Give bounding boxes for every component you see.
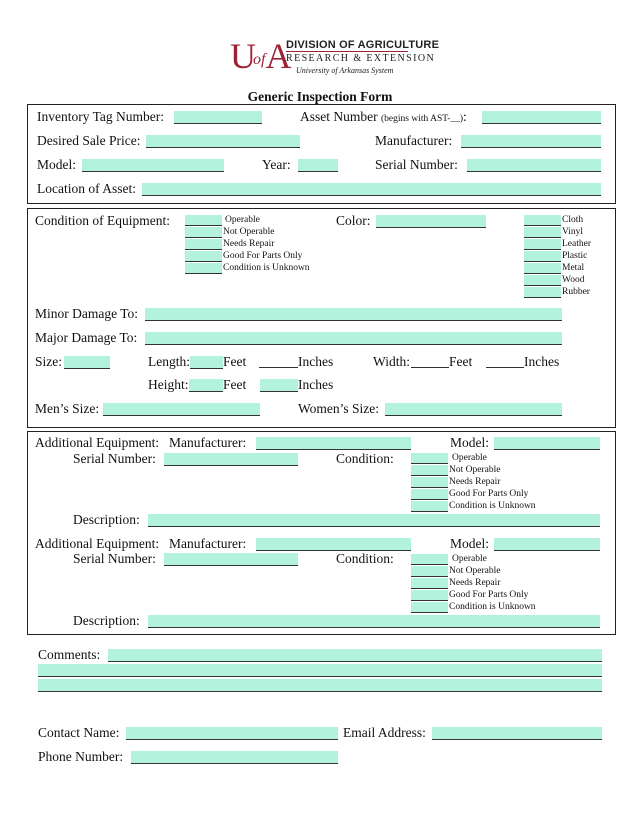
major-damage-field[interactable] (145, 332, 562, 345)
size-field[interactable] (64, 356, 110, 369)
width-feet-unit: Feet (449, 354, 473, 369)
material-checkbox-leather[interactable] (524, 239, 561, 250)
additional-1-checkbox-not-operable[interactable] (411, 465, 448, 476)
width-inches-unit: Inches (524, 354, 560, 369)
logo-system-text: University of Arkansas System (296, 66, 394, 75)
material-option-leather: Leather (562, 239, 592, 249)
color-field[interactable] (376, 215, 486, 228)
asset-number-label-text: Asset Number (300, 109, 378, 124)
mens-size-field[interactable] (103, 403, 260, 416)
additional-1-description-field[interactable] (148, 514, 600, 527)
additional-1-manufacturer-label: Manufacturer: (169, 435, 247, 450)
asset-number-field[interactable] (482, 111, 601, 124)
additional-2-checkbox-unknown[interactable] (411, 602, 448, 613)
comments-field-line-2[interactable] (38, 664, 602, 677)
mens-size-label: Men’s Size: (35, 401, 100, 416)
email-address-label: Email Address: (343, 725, 426, 740)
height-inches-field[interactable] (260, 379, 298, 392)
womens-size-label: Women’s Size: (298, 401, 380, 416)
condition-checkbox-parts-only[interactable] (185, 251, 222, 262)
additional-2-description-label: Description: (73, 613, 140, 628)
additional-1-serial-label: Serial Number: (73, 451, 156, 466)
year-label: Year: (262, 157, 291, 172)
material-option-metal: Metal (562, 263, 585, 273)
comments-label: Comments: (38, 647, 101, 662)
desired-sale-price-field[interactable] (146, 135, 300, 148)
additional-2-manufacturer-label: Manufacturer: (169, 536, 247, 551)
contact-name-field[interactable] (126, 727, 338, 740)
serial-number-label: Serial Number: (375, 157, 458, 172)
form-title: Generic Inspection Form (247, 89, 393, 104)
additional-1-model-field[interactable] (494, 437, 600, 450)
additional-1-checkbox-parts-only[interactable] (411, 489, 448, 500)
asset-number-note: (begins with AST-__) (381, 114, 463, 124)
length-label: Length: (148, 354, 190, 369)
condition-option-not-operable: Not Operable (223, 227, 275, 237)
additional-1-option-needs-repair: Needs Repair (449, 477, 501, 487)
major-damage-label: Major Damage To: (35, 330, 138, 345)
additional-2-condition-label: Condition: (336, 551, 394, 566)
asset-number-colon: : (462, 109, 467, 124)
additional-1-checkbox-needs-repair[interactable] (411, 477, 448, 488)
additional-2-checkbox-not-operable[interactable] (411, 566, 448, 577)
additional-1-checkbox-operable[interactable] (411, 453, 448, 464)
additional-1-serial-field[interactable] (164, 453, 298, 466)
condition-option-operable: Operable (225, 215, 260, 225)
condition-of-equipment-label: Condition of Equipment: (35, 213, 170, 228)
condition-checkbox-unknown[interactable] (185, 263, 222, 274)
minor-damage-label: Minor Damage To: (35, 306, 139, 321)
additional-1-option-operable: Operable (452, 453, 487, 463)
additional-2-model-field[interactable] (494, 538, 600, 551)
condition-option-unknown: Condition is Unknown (223, 263, 310, 273)
length-inches-unit: Inches (298, 354, 334, 369)
manufacturer-label: Manufacturer: (375, 133, 453, 148)
material-option-wood: Wood (562, 275, 585, 285)
location-label: Location of Asset: (37, 181, 136, 196)
length-inches-field[interactable] (259, 367, 298, 368)
additional-2-checkbox-parts-only[interactable] (411, 590, 448, 601)
contact-name-label: Contact Name: (38, 725, 120, 740)
logo-research-text: RESEARCH & EXTENSION (286, 53, 436, 64)
material-option-cloth: Cloth (562, 215, 584, 225)
additional-2-model-label: Model: (450, 536, 489, 551)
location-field[interactable] (142, 183, 601, 196)
additional-1-description-label: Description: (73, 512, 140, 527)
additional-2-option-unknown: Condition is Unknown (449, 602, 536, 612)
asset-number-label (300, 109, 467, 127)
phone-number-field[interactable] (131, 751, 338, 764)
logo-division-text: DIVISION OF AGRICULTURE (286, 39, 440, 51)
additional-1-manufacturer-field[interactable] (256, 437, 411, 450)
width-label: Width: (373, 354, 410, 369)
height-inches-unit: Inches (298, 377, 334, 392)
additional-equipment-2-label: Additional Equipment: (35, 536, 160, 551)
additional-1-option-unknown: Condition is Unknown (449, 501, 536, 511)
material-checkbox-metal[interactable] (524, 263, 561, 274)
additional-1-condition-label: Condition: (336, 451, 394, 466)
condition-checkbox-operable[interactable] (185, 215, 222, 226)
material-option-plastic: Plastic (562, 251, 588, 261)
additional-1-option-parts-only: Good For Parts Only (449, 489, 529, 499)
material-option-vinyl: Vinyl (562, 227, 584, 237)
additional-2-serial-field[interactable] (164, 553, 298, 566)
additional-2-option-needs-repair: Needs Repair (449, 578, 501, 588)
width-inches-field[interactable] (486, 367, 524, 368)
additional-2-serial-label: Serial Number: (73, 551, 156, 566)
womens-size-field[interactable] (385, 403, 562, 416)
additional-2-option-operable: Operable (452, 554, 487, 564)
height-label: Height: (148, 377, 189, 392)
model-label: Model: (37, 157, 76, 172)
condition-option-needs-repair: Needs Repair (223, 239, 275, 249)
email-address-field[interactable] (432, 727, 602, 740)
inventory-tag-field[interactable] (174, 111, 262, 124)
width-feet-field[interactable] (411, 367, 449, 368)
additional-2-manufacturer-field[interactable] (256, 538, 411, 551)
material-checkbox-wood[interactable] (524, 275, 561, 286)
additional-2-checkbox-operable[interactable] (411, 554, 448, 565)
phone-number-label: Phone Number: (38, 749, 124, 764)
size-label: Size: (35, 354, 62, 369)
additional-1-checkbox-unknown[interactable] (411, 501, 448, 512)
condition-checkbox-needs-repair[interactable] (185, 239, 222, 250)
manufacturer-field[interactable] (461, 135, 601, 148)
additional-equipment-1-label: Additional Equipment: (35, 435, 160, 450)
year-field[interactable] (298, 159, 338, 172)
serial-number-field[interactable] (467, 159, 601, 172)
condition-option-parts-only: Good For Parts Only (223, 251, 303, 261)
additional-1-model-label: Model: (450, 435, 489, 450)
additional-2-option-parts-only: Good For Parts Only (449, 590, 529, 600)
color-label: Color: (336, 213, 371, 228)
length-feet-field[interactable] (190, 356, 223, 369)
material-option-rubber: Rubber (562, 287, 590, 297)
material-checkbox-vinyl[interactable] (524, 227, 561, 238)
condition-checkbox-not-operable[interactable] (185, 227, 222, 238)
material-checkbox-plastic[interactable] (524, 251, 561, 262)
additional-2-description-field[interactable] (148, 615, 600, 628)
desired-sale-price-label: Desired Sale Price: (37, 133, 141, 148)
additional-1-option-not-operable: Not Operable (449, 465, 501, 475)
height-feet-field[interactable] (189, 379, 223, 392)
height-feet-unit: Feet (223, 377, 247, 392)
length-feet-unit: Feet (223, 354, 247, 369)
comments-field-line-1[interactable] (108, 649, 602, 662)
material-checkbox-rubber[interactable] (524, 287, 561, 298)
material-checkbox-cloth[interactable] (524, 215, 561, 226)
inventory-tag-label: Inventory Tag Number: (37, 109, 165, 124)
university-logo-mark: UofA (230, 36, 289, 76)
comments-field-line-3[interactable] (38, 679, 602, 692)
additional-2-checkbox-needs-repair[interactable] (411, 578, 448, 589)
logo-rule (286, 51, 408, 52)
additional-2-option-not-operable: Not Operable (449, 566, 501, 576)
model-field[interactable] (82, 159, 224, 172)
minor-damage-field[interactable] (145, 308, 562, 321)
